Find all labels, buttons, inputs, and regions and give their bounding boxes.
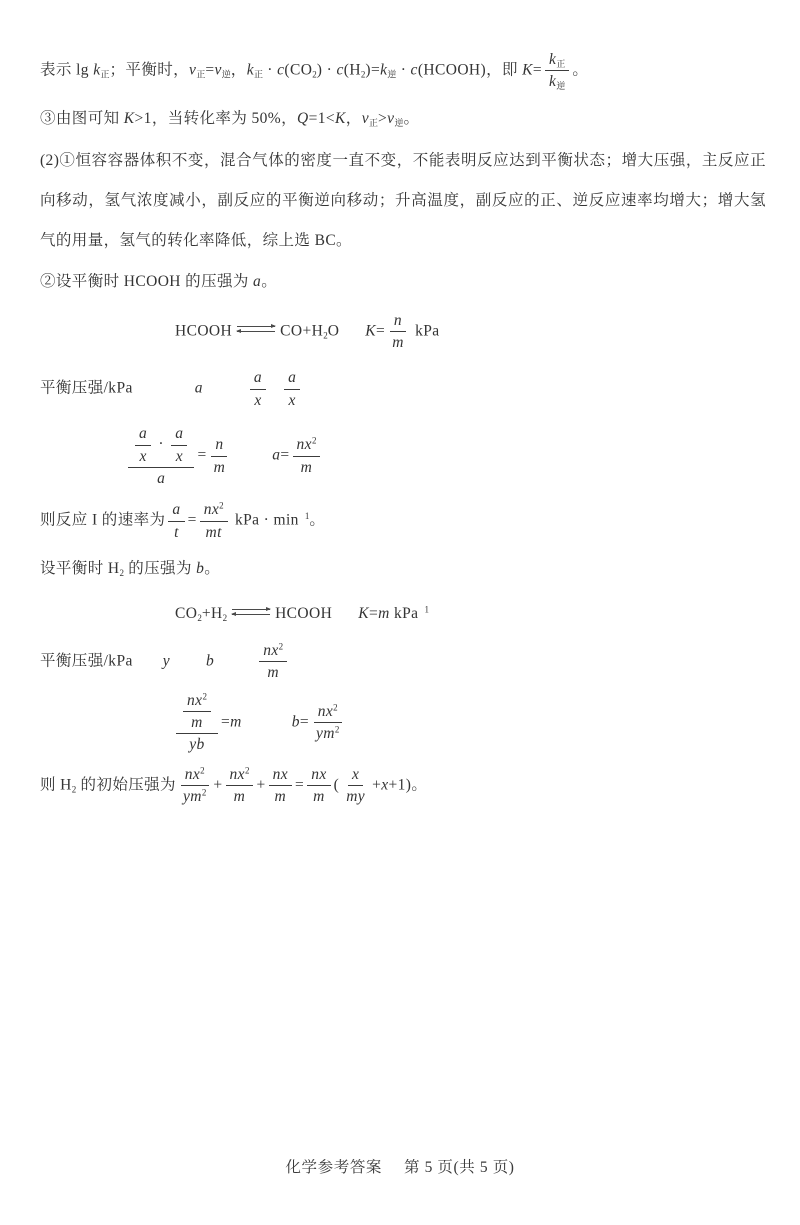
derivation-2: $\frac{\frac{nx^2}{m}}{yb}$ =m b= $\frac{nx^2}{ym^2}$ [40, 691, 766, 755]
fraction: $\frac{a}{x}$ · $\frac{a}{x}$ a [128, 424, 194, 488]
answer-2-1-paragraph: (2)①恒容容器体积不变，混合气体的密度一直不变，不能表明反应达到平衡状态；增大压强，主反应正向移动，氢气浓度减小，副反应的平衡逆向移动；升高温度，副反应的正、逆反应速率均增大；增大氢气的用量，氢气的转化率降低，综上选 BC。 [40, 152, 766, 250]
fraction: $\frac{nx^2}{m}$ [183, 691, 211, 733]
equilibrium-arrow-icon [232, 605, 270, 619]
page-footer [0, 1155, 800, 1177]
assume-h2-line: 设平衡时 $H_2$ 的压强为 b。 [40, 560, 221, 578]
fraction: $\frac{a}{x}$ [284, 368, 300, 410]
fraction: $\frac{nx}{m}$ [269, 765, 292, 807]
fraction: $\frac{nx^2}{m}$ [259, 641, 287, 683]
equilibrium-arrow-icon [237, 322, 275, 336]
derivation-1: $\frac{a}{x}$ · $\frac{a}{x}$ a = $\frac{n}{m}$ a= $\frac{nx^2}{m}$ [40, 424, 766, 488]
rate-line: 则反应 I 的速率为 $\frac{a}{t}$ = $\frac{nx^2}{mt}$ kPa · min $^1$。 [40, 500, 326, 541]
fraction: $\frac{nx}{m}$ [307, 765, 330, 807]
answer-content [40, 50, 766, 807]
fraction: $\frac{\frac{nx^2}{m}}{yb}$ [176, 691, 218, 755]
rate-constant-line: 表示 $\lg k_正$；平衡时，$v_正=v_逆$，$k_正 \cdot c(CO_2) \cdot c(H_2)=k_逆$ · c(HCOOH)，即 K= $\frac{k_正}{k_逆}$ 。 [40, 51, 589, 92]
fraction: $\frac{nx^2}{m}$ [293, 435, 321, 477]
fraction: $\frac{a}{x}$ [171, 424, 187, 466]
fraction: $\frac{n}{m}$ [210, 435, 230, 477]
assume-hcooh-line: ②设平衡时 HCOOH 的压强为 a。 [40, 273, 278, 291]
fraction: $\frac{x}{my}$ [346, 765, 366, 806]
fraction: $\frac{n}{m}$ [388, 311, 408, 353]
fraction: $\frac{nx^2}{ym^2}$ [312, 702, 343, 744]
pressure-row-1: 平衡压强/kPa a $\frac{a}{x}$ $\frac{a}{x}$ [40, 368, 766, 410]
equation-1: HCOOH $CO+H_2O$ K= $\frac{n}{m}$ kPa [175, 311, 440, 351]
fraction: $\frac{nx^2}{m}$ [226, 765, 254, 807]
footer-page-number: 第 5 页(共 5 页) [404, 1159, 515, 1176]
fraction: $\frac{a}{t}$ [168, 500, 184, 542]
fraction: $\frac{k_正}{k_逆}$ [545, 50, 569, 92]
initial-pressure-line: 则 $H_2$ 的初始压强为 $\frac{nx^2}{ym^2}$ + $\frac{nx^2}{m}$ + $\frac{nx}{m}$ = $\frac{nx}{m}$ ( $\frac{x}{my}$ +x+1)。 [40, 765, 428, 806]
point-3-line: ③由图可知 K>1，当转化率为 50%，Q=1<K，$v_正>v_逆$。 [40, 109, 420, 128]
fraction: $\frac{nx^2}{ym^2}$ [179, 765, 210, 807]
pressure-row-2: 平衡压强/kPa y b $\frac{nx^2}{m}$ [40, 641, 766, 683]
footer-doc-title: 化学参考答案 [285, 1159, 383, 1176]
fraction: $\frac{nx^2}{mt}$ [200, 500, 228, 542]
fraction: $\frac{a}{x}$ [135, 424, 151, 466]
fraction: $\frac{a}{x}$ [250, 368, 266, 410]
equation-2: $CO_2+H_2$ HCOOH K=m kPa $^1$ [175, 604, 429, 624]
